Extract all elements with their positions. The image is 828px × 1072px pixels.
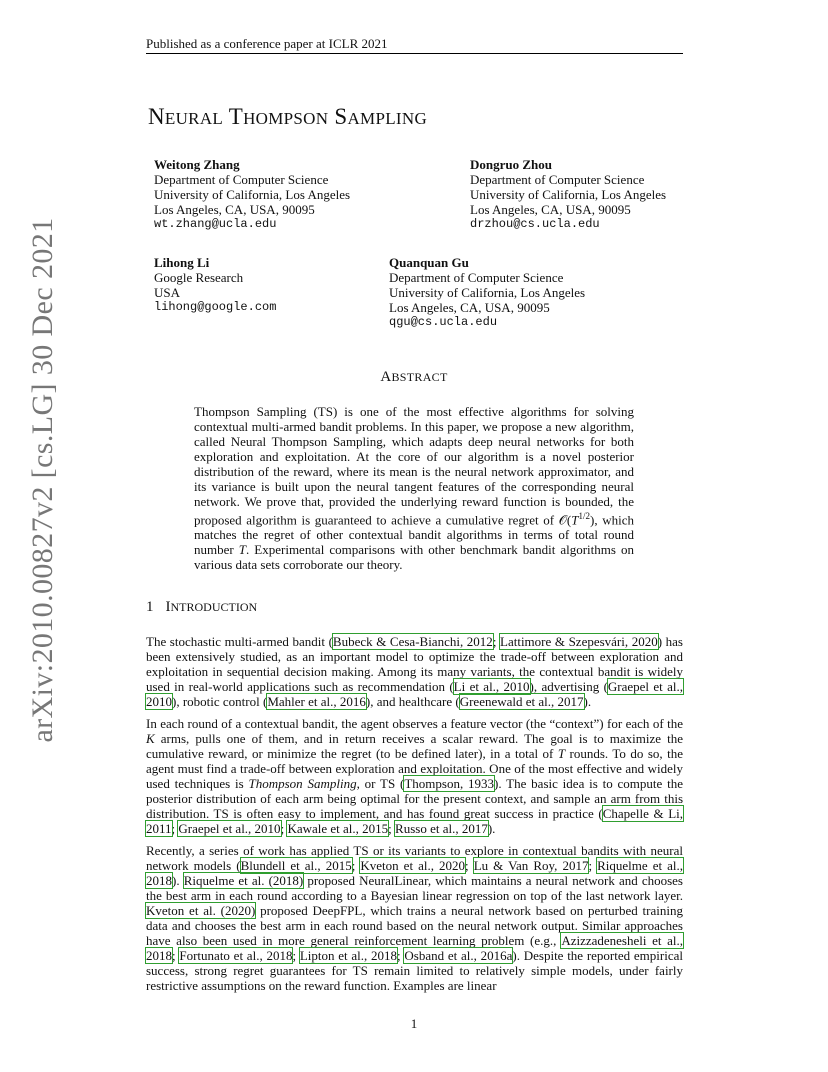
author-affiliation: Department of Computer Science xyxy=(154,172,329,187)
citation-link[interactable]: Kveton et al. (2020) xyxy=(146,903,256,918)
author-affiliation: Department of Computer Science xyxy=(470,172,645,187)
author-email[interactable]: wt.zhang@ucla.edu xyxy=(154,217,277,231)
author-affiliation: University of California, Los Angeles xyxy=(470,187,667,202)
citation-link[interactable]: Kawale et al., 2015 xyxy=(287,821,389,836)
citation-link[interactable]: Osband et al., 2016a xyxy=(404,948,513,963)
citation-link[interactable]: Li et al., 2010 xyxy=(453,679,530,694)
author-name: Quanquan Gu xyxy=(389,255,469,270)
citation-link[interactable]: Graepel et al., 2010 xyxy=(178,821,281,836)
author-affiliation: University of California, Los Angeles xyxy=(154,187,351,202)
citation-link[interactable]: Riquelme et al., 2018 xyxy=(146,858,683,888)
author-name: Dongruo Zhou xyxy=(470,157,552,172)
author-name: Lihong Li xyxy=(154,255,210,270)
paragraph: In each round of a contextual bandit, the agent observes a feature vector (the “context”) for each of the K arms, pulls one of them, and in return receives a scalar reward. The goal is to maximize the cumulative reward, or minimize the regret (to be defined later), in a total of T rounds. To do so, the agent must find a trade-off between exploration and exploitation. One of the most effective and widely used techniques is Thompson Sampling, or TS (Thompson, 1933). The basic idea is to compute the posterior distribution of each arm being optimal for the present context, and sample an arm from this distribution. TS is often easy to implement, and has found great success in practice (Chapelle & Li, 2011; Graepel et al., 2010; Kawale et al., 2015; Russo et al., 2017). xyxy=(146,716,684,836)
author-email[interactable]: drzhou@cs.ucla.edu xyxy=(470,217,600,231)
running-header: Published as a conference paper at ICLR 2021 xyxy=(146,36,388,51)
page-number: 1 xyxy=(410,1016,418,1031)
author-affiliation: USA xyxy=(154,285,181,300)
author-email[interactable]: lihong@google.com xyxy=(154,300,277,314)
paragraph: Recently, a series of work has applied TS or its variants to explore in contextual bandits with neural network models (Blundell et al., 2015; Kveton et al., 2020; Lu & Van Roy, 2017; Riquelme et al., 2018). Riquelme et al. (2018) proposed NeuralLinear, which maintains a neural network and chooses the best arm in each round according to a Bayesian linear regression on top of the last network layer. Kveton et al. (2020) proposed DeepFPL, which trains a neural network based on perturbed training data and chooses the best arm in each round based on the neural network output. Similar approaches have also been used in more general reinforcement learning problem (e.g., Azizzadenesheli et al., 2018; Fortunato et al., 2018; Lipton et al., 2018; Osband et al., 2016a). Despite the reported empirical success, strong regret guarantees for TS remain limited to relatively simple models, under fairly restrictive assumptions on the reward function. Examples are linear xyxy=(146,843,684,993)
citation-link[interactable]: Graepel et al., 2010 xyxy=(146,679,684,709)
author-affiliation: Google Research xyxy=(154,270,244,285)
citation-link[interactable]: Lattimore & Szepesvári, 2020 xyxy=(500,634,658,649)
author-affiliation: Los Angeles, CA, USA, 90095 xyxy=(470,202,631,217)
paper-title: NEURAL THOMPSON SAMPLING xyxy=(148,104,428,129)
abstract-body: Thompson Sampling (TS) is one of the most effective algorithms for solving contextual multi-armed bandit problems. In this paper, we propose a new algorithm, called Neural Thompson Sampling, which adapts deep neural networks for both exploration and exploitation. At the core of our algorithm is a novel posterior distribution of the reward, where its mean is the neural network approximator, and its variance is built upon the neural tangent features of the corresponding neural network. We prove that, provided the underlying reward function is bounded, the proposed algorithm is guaranteed to achieve a cumulative regret of $𝒪(T^{1/2})$, which matches the regret of other contextual bandit algorithms in terms of total round number T. Experimental comparisons with other benchmark bandit algorithms on various data sets corroborate our theory. xyxy=(194,404,634,573)
author-block xyxy=(154,157,350,232)
author-affiliation: Los Angeles, CA, USA, 90095 xyxy=(154,202,315,217)
citation-link[interactable]: Russo et al., 2017 xyxy=(395,821,488,836)
author-block xyxy=(470,157,666,232)
citation-link[interactable]: Fortunato et al., 2018 xyxy=(179,948,293,963)
citation-link[interactable]: Kveton et al., 2020 xyxy=(360,858,466,873)
abstract-heading: ABSTRACT xyxy=(380,369,448,385)
citation-link[interactable]: Greenewald et al., 2017 xyxy=(459,694,584,709)
author-block xyxy=(389,255,585,330)
citation-link[interactable]: Thompson, 1933 xyxy=(404,776,495,791)
citation-link[interactable]: Bubeck & Cesa-Bianchi, 2012 xyxy=(332,634,493,649)
header-rule xyxy=(146,53,683,54)
citation-link[interactable]: Chapelle & Li, 2011 xyxy=(146,806,684,836)
author-affiliation: University of California, Los Angeles xyxy=(389,285,586,300)
citation-link[interactable]: Riquelme et al. (2018) xyxy=(183,873,304,888)
citation-link[interactable]: Mahler et al., 2016 xyxy=(267,694,366,709)
citation-link[interactable]: Azizzadenesheli et al., 2018 xyxy=(146,933,684,963)
author-email[interactable]: qgu@cs.ucla.edu xyxy=(389,315,498,329)
section-heading: 1 INTRODUCTION xyxy=(146,599,258,615)
arxiv-identifier: arXiv:2010.00827v2 [cs.LG] 30 Dec 2021 xyxy=(26,217,59,743)
citation-link[interactable]: Lu & Van Roy, 2017 xyxy=(473,858,589,873)
author-block xyxy=(154,255,276,315)
paragraph: The stochastic multi-armed bandit (Bubeck & Cesa-Bianchi, 2012; Lattimore & Szepesvári, 2020) has been extensively studied, as an important model to optimize the trade-off between exploration and exploitation in sequential decision making. Among its many variants, the contextual bandit is widely used in real-world applications such as recommendation (Li et al., 2010), advertising (Graepel et al., 2010), robotic control (Mahler et al., 2016), and healthcare (Greenewald et al., 2017). xyxy=(146,634,684,709)
citation-link[interactable]: Blundell et al., 2015 xyxy=(240,858,352,873)
author-name: Weitong Zhang xyxy=(154,157,240,172)
author-affiliation: Department of Computer Science xyxy=(389,270,564,285)
citation-link[interactable]: Lipton et al., 2018 xyxy=(299,948,398,963)
author-affiliation: Los Angeles, CA, USA, 90095 xyxy=(389,300,550,315)
